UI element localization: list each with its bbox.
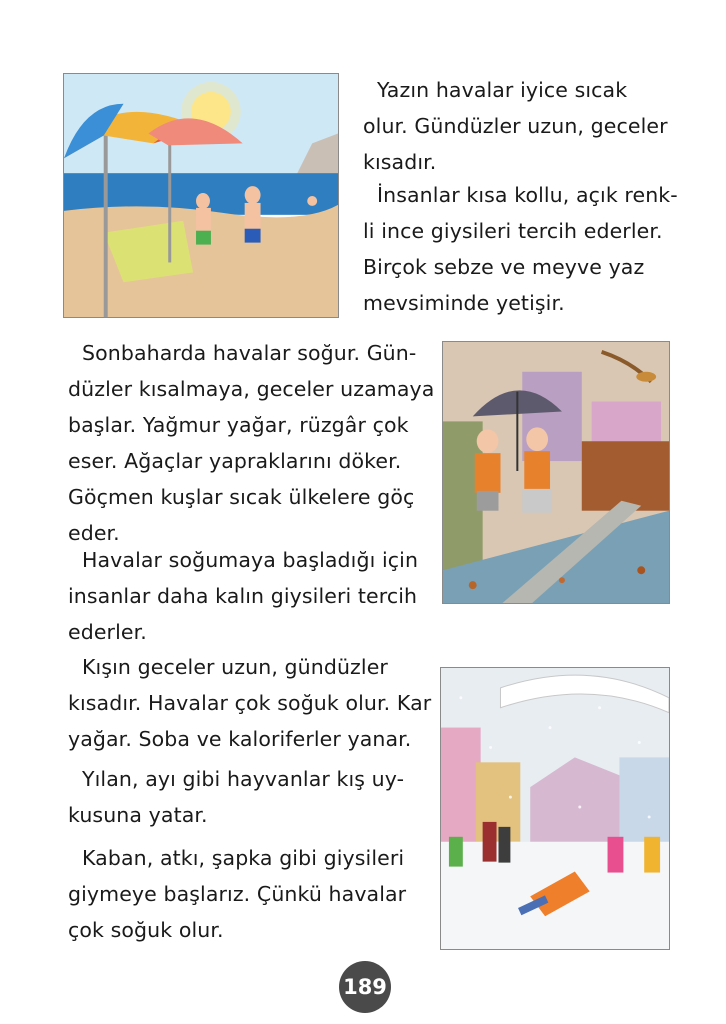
text-line: Yılan, ayı gibi hayvanlar kış uy- xyxy=(82,767,405,791)
text-line: başlar. Yağmur yağar, rüzgâr çok xyxy=(68,413,409,437)
summer-paragraph-1 xyxy=(363,72,668,180)
winter-paragraph-3 xyxy=(68,840,406,948)
text-line: Yazın havalar iyice sıcak xyxy=(377,78,628,102)
text-line: çok soğuk olur. xyxy=(68,918,224,942)
autumn-paragraph-2 xyxy=(68,542,418,650)
text-line: yağar. Soba ve kaloriferler yanar. xyxy=(68,727,412,751)
winter-paragraph-1 xyxy=(68,649,431,757)
text-line: li ince giysileri tercih ederler. xyxy=(363,219,663,243)
text-line: ederler. xyxy=(68,620,147,644)
text-line: eser. Ağaçlar yapraklarını döker. xyxy=(68,449,402,473)
text-line: olur. Gündüzler uzun, geceler xyxy=(363,114,668,138)
text-line: kısadır. Havalar çok soğuk olur. Kar xyxy=(68,691,432,715)
text-line: Kaban, atkı, şapka gibi giysileri xyxy=(82,846,405,870)
text-line: mevsiminde yetişir. xyxy=(363,291,565,315)
text-line: Kışın geceler uzun, gündüzler xyxy=(82,655,388,679)
text-line: eder. xyxy=(68,521,120,545)
text-line: kusuna yatar. xyxy=(68,803,208,827)
text-line: kısadır. xyxy=(363,150,437,174)
text-line: İnsanlar kısa kollu, açık renk- xyxy=(377,183,678,207)
text-line: Göçmen kuşlar sıcak ülkelere göç xyxy=(68,485,415,509)
summer-paragraph-2 xyxy=(363,177,678,321)
text-line: insanlar daha kalın giysileri tercih xyxy=(68,584,418,608)
page-number-badge xyxy=(339,961,391,1013)
autumn-paragraph-1 xyxy=(68,335,434,551)
text-line: Sonbaharda havalar soğur. Gün- xyxy=(82,341,417,365)
text-line: Birçok sebze ve meyve yaz xyxy=(363,255,645,279)
text-line: Havalar soğumaya başladığı için xyxy=(82,548,419,572)
text-line: düzler kısalmaya, geceler uzamaya xyxy=(68,377,435,401)
page-number: 189 xyxy=(343,975,387,999)
text-line: giymeye başlarız. Çünkü havalar xyxy=(68,882,407,906)
autumn-rain-illustration xyxy=(442,341,670,604)
winter-snow-illustration xyxy=(440,667,670,950)
summer-beach-illustration xyxy=(63,73,339,318)
winter-paragraph-2 xyxy=(68,761,404,833)
